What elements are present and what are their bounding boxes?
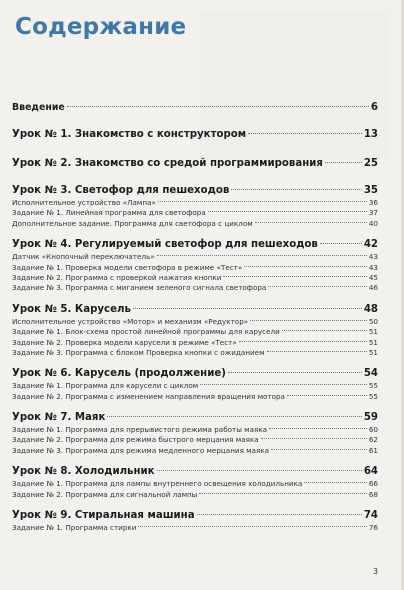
toc-entry[interactable]: [12, 327, 378, 337]
dot-leader: [255, 222, 367, 223]
toc-heading[interactable]: [12, 508, 378, 523]
toc-entry-label: Задание № 2. Программа с изменением направления вращения мотора: [12, 391, 285, 401]
dot-leader: [269, 428, 367, 429]
toc-entry[interactable]: [12, 446, 378, 456]
toc-entry-label: Задание № 2. Программа с проверкой нажатия кнопки: [12, 272, 222, 282]
toc-heading-label: Урок № 7. Маяк: [12, 412, 106, 424]
toc-entry-page: 76: [368, 523, 378, 533]
toc-entry-page: 51: [368, 327, 378, 337]
toc-section: [12, 302, 378, 359]
toc-entry[interactable]: [12, 435, 378, 445]
toc-entry[interactable]: [12, 317, 378, 327]
dot-leader: [304, 482, 367, 483]
toc-entry-label: Задание № 1. Программа для карусели с циклом: [12, 381, 199, 391]
toc-entry-label: Дополнительное задание. Программа для светофора с циклом: [12, 218, 253, 228]
toc-heading[interactable]: [12, 183, 378, 198]
toc-section: [12, 127, 378, 142]
toc-section: [12, 366, 378, 402]
toc-entry-label: Задание № 2. Программа для режима быстрого мерцания маяка: [12, 435, 259, 445]
toc-heading-page: 13: [363, 129, 378, 140]
dot-leader: [271, 449, 367, 450]
toc-section: [12, 100, 378, 115]
toc-entry-page: 51: [368, 347, 378, 357]
dot-leader: [282, 330, 367, 331]
toc-heading-page: 35: [363, 185, 378, 196]
toc-heading-page: 25: [363, 158, 378, 169]
toc-heading-label: Урок № 4. Регулируемый светофор для пешеходов: [12, 239, 318, 251]
toc-section: [12, 156, 378, 171]
dot-leader: [239, 341, 367, 342]
dot-leader: [133, 308, 362, 309]
toc-heading-page: 6: [370, 102, 378, 113]
toc-heading[interactable]: [12, 366, 378, 381]
toc-section: [12, 508, 378, 533]
toc-entry-label: Задание № 1. Проверка модели светофора в режиме «Тест»: [12, 262, 243, 272]
toc-entry-label: Задание № 1. Линейная программа для светофора: [12, 208, 206, 218]
dot-leader: [223, 276, 366, 277]
toc-entry-label: Исполнительное устройство «Лампа»: [12, 198, 156, 207]
toc-entry[interactable]: [12, 198, 378, 208]
toc-entry[interactable]: [12, 490, 378, 500]
toc-entry[interactable]: [12, 208, 378, 218]
toc-entry-label: Задание № 2. Проверка модели карусели в режиме «Тест»: [12, 337, 237, 347]
toc-entry[interactable]: [12, 252, 378, 262]
toc-entry[interactable]: [12, 338, 378, 348]
toc-entry[interactable]: [12, 425, 378, 435]
toc-entry-label: Задание № 3. Программа с блоком Проверка кнопки с ожиданием: [12, 347, 265, 357]
dot-leader: [197, 514, 362, 515]
toc-entry[interactable]: [12, 381, 378, 391]
toc-entry-page: 51: [368, 337, 378, 347]
toc-heading[interactable]: [12, 237, 378, 252]
dot-leader: [244, 266, 367, 267]
toc-entry-page: 61: [368, 445, 378, 455]
toc-heading-label: Урок № 5. Карусель: [12, 303, 131, 315]
toc-entry[interactable]: [12, 263, 378, 273]
dot-leader: [231, 189, 362, 190]
toc-heading[interactable]: [12, 410, 378, 425]
toc-heading-page: 74: [363, 510, 378, 522]
toc-heading[interactable]: [12, 302, 378, 317]
toc-entry[interactable]: [12, 392, 378, 402]
toc-heading[interactable]: [12, 464, 378, 479]
toc-heading[interactable]: [12, 156, 378, 171]
dot-leader: [67, 106, 369, 107]
toc-entry-page: 55: [368, 391, 378, 401]
toc-heading-page: 64: [363, 466, 378, 478]
toc-entry[interactable]: [12, 283, 378, 293]
toc-heading-page: 48: [363, 303, 378, 315]
toc-heading-label: Урок № 6. Карусель (продолжение): [12, 368, 226, 380]
toc-entry-page: 46: [368, 283, 378, 293]
toc-entry[interactable]: [12, 273, 378, 283]
toc-entry-label: Задание № 1. Программа для лампы внутреннего освещения холодильника: [12, 479, 303, 489]
toc-section: [12, 464, 378, 500]
toc-entry-page: 60: [368, 425, 378, 435]
dot-leader: [287, 395, 367, 396]
toc-section: [12, 183, 378, 229]
toc-heading[interactable]: [12, 100, 378, 115]
table-of-contents: [12, 100, 378, 541]
toc-heading-page: 54: [363, 368, 378, 380]
toc-entry-page: 55: [368, 381, 378, 391]
toc-heading-page: 59: [363, 412, 378, 424]
dot-leader: [320, 243, 362, 244]
dot-leader: [208, 211, 367, 212]
toc-entry-label: Задание № 1. Блок-схема простой линейной программы для карусели: [12, 327, 280, 337]
dot-leader: [325, 162, 362, 163]
toc-entry-page: 68: [368, 489, 378, 499]
toc-entry-label: Исполнительное устройство «Мотор» и механизм «Редуктор»: [12, 316, 249, 326]
toc-heading-label: Урок № 1. Знакомство с конструктором: [12, 129, 247, 140]
toc-entry-page: 50: [368, 316, 378, 326]
toc-entry-label: Датчик «Кнопочный переключатель»: [12, 252, 155, 262]
toc-heading-label: Урок № 2. Знакомство со средой программирования: [12, 158, 323, 169]
dot-leader: [248, 133, 362, 134]
dot-leader: [228, 372, 362, 373]
toc-heading-label: Урок № 9. Стиральная машина: [12, 510, 195, 522]
toc-entry-page: 37: [368, 208, 378, 218]
toc-entry[interactable]: [12, 479, 378, 489]
dot-leader: [157, 470, 362, 471]
toc-entry-page: 43: [368, 262, 378, 272]
dot-leader: [138, 526, 366, 527]
toc-section: [12, 410, 378, 456]
dot-leader: [158, 201, 367, 202]
toc-entry-label: Задание № 1. Программа для прерывистого режима работы маяка: [12, 425, 268, 435]
toc-section: [12, 237, 378, 294]
toc-heading-page: 42: [363, 239, 378, 251]
toc-entry[interactable]: [12, 523, 378, 533]
dot-leader: [267, 351, 367, 352]
toc-heading-label: Введение: [12, 102, 65, 113]
dot-leader: [200, 384, 367, 385]
dot-leader: [261, 438, 367, 439]
toc-entry-page: 62: [368, 435, 378, 445]
toc-entry-page: 36: [368, 198, 378, 207]
dot-leader: [107, 416, 361, 417]
toc-entry[interactable]: [12, 348, 378, 358]
toc-entry-label: Задание № 3. Программа для режима медленного мерцания маяка: [12, 445, 270, 455]
toc-heading-label: Урок № 8. Холодильник: [12, 466, 155, 478]
toc-entry-label: Задание № 3. Программа с миганием зеленого сигнала светофора: [12, 283, 267, 293]
toc-entry-label: Задание № 2. Программа для сигнальной лампы: [12, 489, 198, 499]
dot-leader: [199, 493, 366, 494]
dot-leader: [157, 255, 367, 256]
toc-entry-page: 40: [368, 218, 378, 228]
page-number: 3: [372, 567, 378, 576]
dot-leader: [250, 320, 367, 321]
toc-entry-page: 43: [368, 252, 378, 262]
dot-leader: [268, 286, 367, 287]
toc-entry[interactable]: [12, 219, 378, 229]
toc-heading-label: Урок № 3. Светофор для пешеходов: [12, 185, 230, 196]
toc-entry-page: 66: [368, 479, 378, 489]
toc-heading[interactable]: [12, 127, 378, 142]
page-title: Содержание: [15, 14, 187, 40]
toc-entry-page: 45: [368, 272, 378, 282]
toc-entry-label: Задание № 1. Программа стирки: [12, 523, 137, 533]
